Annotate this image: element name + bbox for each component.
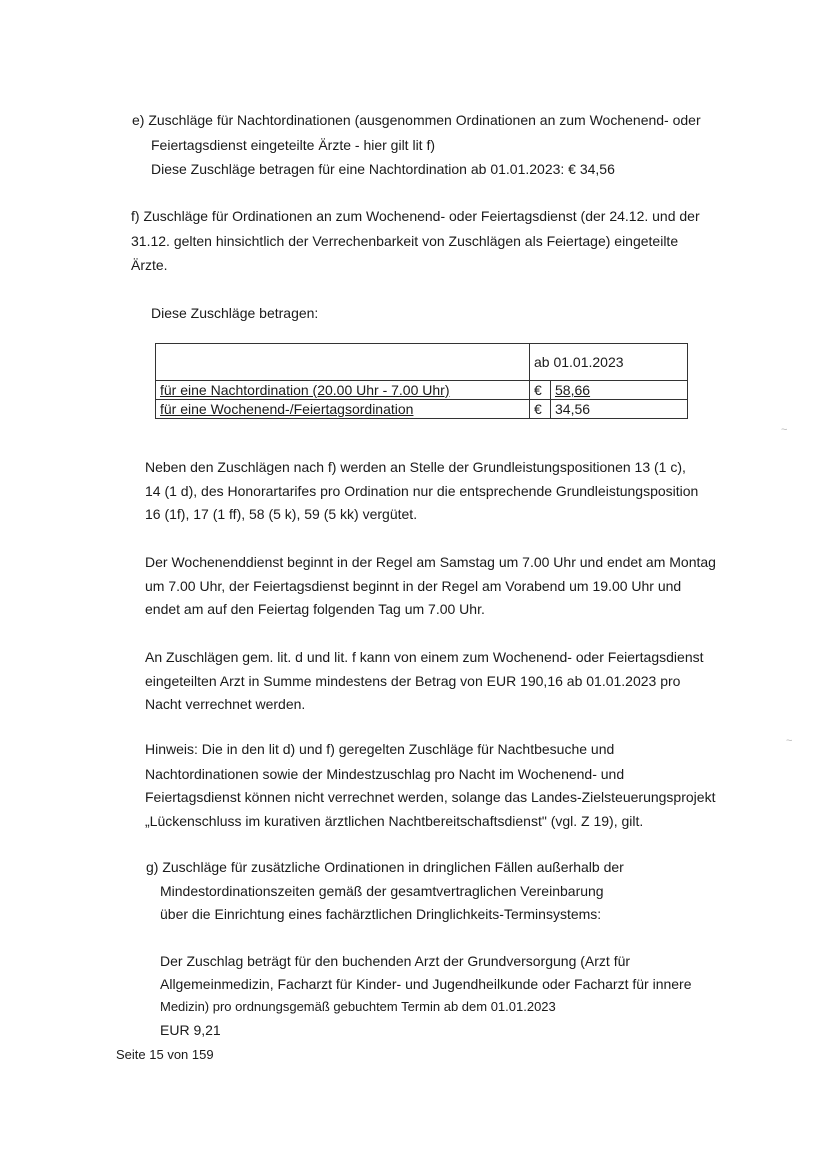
surcharge-table: [155, 343, 688, 419]
table-row-currency: €: [530, 400, 551, 419]
section-f-line-3: Ärzte.: [131, 257, 168, 273]
table-row-currency: €: [530, 381, 551, 400]
para1-line-1: Neben den Zuschlägen nach f) werden an Stelle der Grundleistungspositionen 13 (1 c),: [145, 459, 686, 475]
table-header-row: [156, 344, 688, 381]
section-g-sub-line-1: Der Zuschlag beträgt für den buchenden Arzt der Grundversorgung (Arzt für: [160, 953, 631, 969]
para3-line-3: Nacht verrechnet werden.: [145, 696, 306, 712]
scan-artifact-mark: ~: [781, 424, 788, 436]
para3-line-1: An Zuschlägen gem. lit. d und lit. f kann von einem zum Wochenend- oder Feiertagsdienst: [145, 649, 704, 665]
section-f-line-1: f) Zuschläge für Ordinationen an zum Wochenend- oder Feiertagsdienst (der 24.12. und der: [131, 208, 700, 224]
para2-line-3: endet am auf den Feiertag folgenden Tag um 7.00 Uhr.: [145, 601, 485, 617]
table-row-value: 58,66: [551, 381, 688, 400]
scan-artifact-mark: ~: [786, 735, 793, 747]
section-e-line-2: Feiertagsdienst eingeteilte Ärzte - hier gilt lit f): [151, 137, 436, 153]
section-g-amount: EUR 9,21: [160, 1022, 221, 1038]
para2-line-1: Der Wochenenddienst beginnt in der Regel am Samstag um 7.00 Uhr und endet am Montag: [145, 554, 716, 570]
table-row: [156, 400, 688, 419]
para2-line-2: um 7.00 Uhr, der Feiertagsdienst beginnt in der Regel am Vorabend um 19.00 Uhr und: [145, 578, 682, 594]
table-row: [156, 381, 688, 400]
para3-line-2: eingeteilten Arzt in Summe mindestens der Betrag von EUR 190,16 ab 01.01.2023 pro: [145, 673, 681, 689]
table-row-label: für eine Nachtordination (20.00 Uhr - 7.00 Uhr): [156, 381, 530, 400]
section-f-intro: Diese Zuschläge betragen:: [151, 305, 319, 321]
section-g-sub-line-2: Allgemeinmedizin, Facharzt für Kinder- und Jugendheilkunde oder Facharzt für innere: [160, 976, 692, 992]
table-header-date: ab 01.01.2023: [530, 344, 688, 381]
para4-line-4: „Lückenschluss im kurativen ärztlichen Nachtbereitschaftsdienst" (vgl. Z 19), gilt.: [145, 813, 644, 829]
table-header-empty-cell: [156, 344, 530, 381]
section-g-line-3: über die Einrichtung eines fachärztlichen Dringlichkeits-Terminsystems:: [160, 906, 602, 922]
page-number: Seite 15 von 159: [116, 1047, 214, 1062]
section-g-sub-line-3: Medizin) pro ordnungsgemäß gebuchtem Termin ab dem 01.01.2023: [160, 999, 556, 1014]
section-f-line-2: 31.12. gelten hinsichtlich der Verrechenbarkeit von Zuschlägen als Feiertage) eingeteilte: [131, 233, 679, 249]
para4-line-2: Nachtordinationen sowie der Mindestzuschlag pro Nacht im Wochenend- und: [145, 766, 625, 782]
table-row-label: für eine Wochenend-/Feiertagsordination: [156, 400, 530, 419]
section-g-line-1: g) Zuschläge für zusätzliche Ordinationen in dringlichen Fällen außerhalb der: [146, 859, 624, 875]
section-e-line-1: e) Zuschläge für Nachtordinationen (ausgenommen Ordinationen an zum Wochenend- oder: [132, 112, 701, 128]
para1-line-2: 14 (1 d), des Honorartarifes pro Ordination nur die entsprechende Grundleistungsposition: [145, 483, 699, 499]
para4-line-1: Hinweis: Die in den lit d) und f) geregelten Zuschläge für Nachtbesuche und: [145, 741, 615, 757]
para1-line-3: 16 (1f), 17 (1 ff), 58 (5 k), 59 (5 kk) vergütet.: [145, 506, 418, 522]
table-row-value: 34,56: [551, 400, 688, 419]
para4-line-3: Feiertagsdienst können nicht verrechnet werden, solange das Landes-Zielsteuerungsprojekt: [145, 789, 716, 805]
section-e-line-3: Diese Zuschläge betragen für eine Nachtordination ab 01.01.2023: € 34,56: [151, 161, 615, 177]
section-g-line-2: Mindestordinationszeiten gemäß der gesamtvertraglichen Vereinbarung: [160, 883, 604, 899]
